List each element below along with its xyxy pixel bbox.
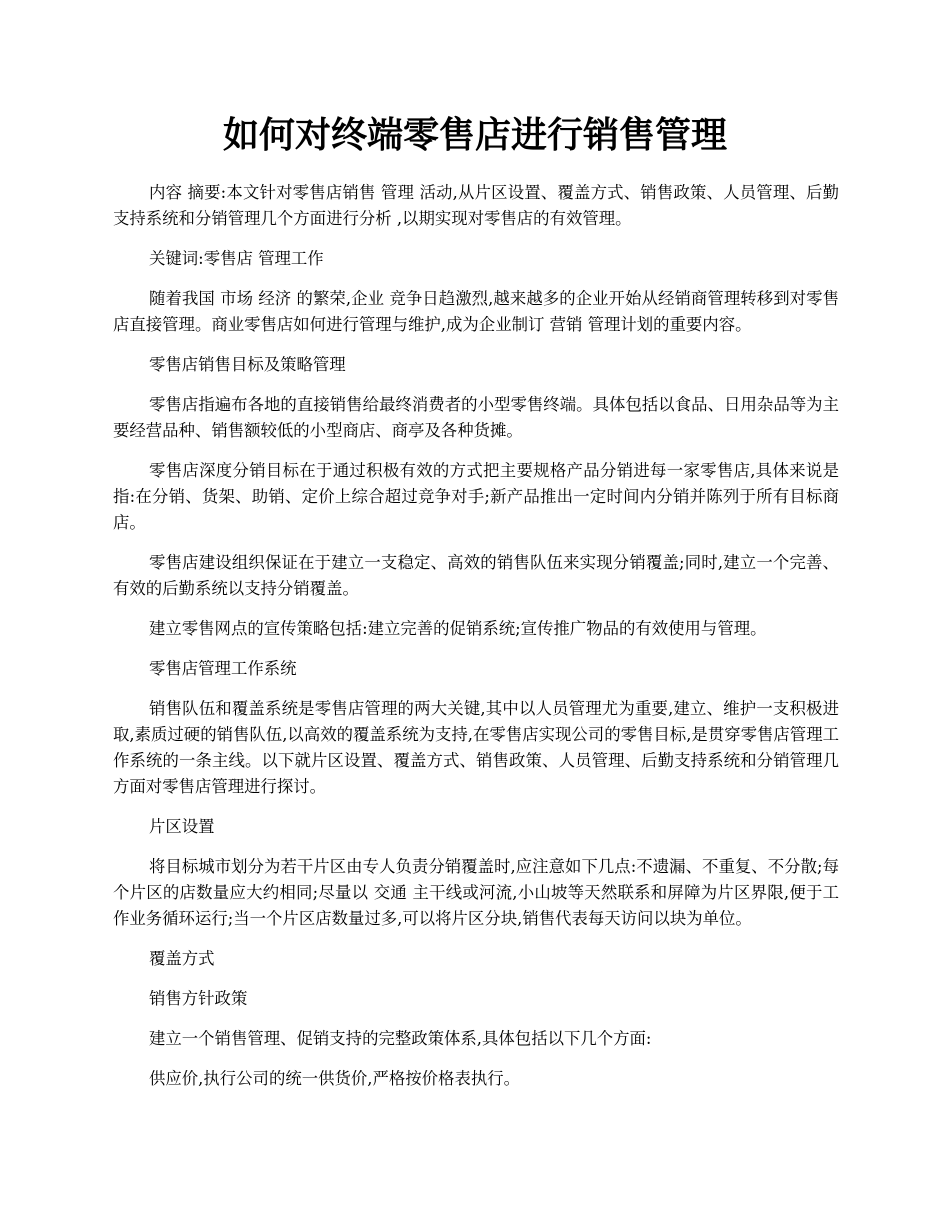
section-heading-targets: 零售店销售目标及策略管理 — [149, 355, 346, 374]
body-paragraph: 销售队伍和覆盖系统是零售店管理的两大关键,其中以人员管理尤为重要,建立、维护一支积极进取,素质过硬的销售队伍,以高效的覆盖系统为支持,在零售店实现公司的零售目标,是贯穿零售店管理工作系统的一条主线。以下就片区设置、覆盖方式、销售政策、人员管理、后勤支持系统和分销管理几方面对零售店管理进行探讨。 — [113, 699, 839, 796]
section-heading-zone: 片区设置 — [149, 817, 215, 836]
body-paragraph: 供应价,执行公司的统一供货价,严格按价格表执行。 — [149, 1069, 521, 1088]
abstract-paragraph: 内容 摘要:本文针对零售店销售 管理 活动,从片区设置、覆盖方式、销售政策、人员管理、后勤支持系统和分销管理几个方面进行分析 ,以期实现对零售店的有效管理。 — [113, 183, 839, 228]
body-paragraph: 零售店深度分销目标在于通过积极有效的方式把主要规格产品分销进每一家零售店,具体来说是指:在分销、货架、助销、定价上综合超过竞争对手;新产品推出一定时间内分销并陈列于所有目标商店。 — [113, 461, 839, 532]
body-paragraph: 零售店建设组织保证在于建立一支稳定、高效的销售队伍来实现分销覆盖;同时,建立一个完善、有效的后勤系统以支持分销覆盖。 — [113, 553, 839, 598]
body-paragraph: 建立零售网点的宣传策略包括:建立完善的促销系统;宣传推广物品的有效使用与管理。 — [149, 619, 767, 638]
section-heading-coverage: 覆盖方式 — [149, 949, 215, 968]
body-paragraph: 将目标城市划分为若干片区由专人负责分销覆盖时,应注意如下几点:不遗漏、不重复、不分散;每个片区的店数量应大约相同;尽量以 交通 主干线或河流,小山坡等天然联系和屏障为片区界限,便于工作业务循环运行;当一个片区店数量过多,可以将片区分块,销售代表每天访问以块为单位。 — [113, 857, 839, 928]
body-paragraph: 建立一个销售管理、促销支持的完整政策体系,具体包括以下几个方面: — [149, 1029, 652, 1048]
document-title: 如何对终端零售店进行销售管理 — [222, 114, 727, 156]
intro-paragraph: 随着我国 市场 经济 的繁荣,企业 竞争日趋激烈,越来越多的企业开始从经销商管理转移到对零售店直接管理。商业零售店如何进行管理与维护,成为企业制订 营销 管理计划的重要内容。 — [113, 289, 839, 334]
section-heading-system: 零售店管理工作系统 — [149, 659, 297, 678]
body-paragraph: 零售店指遍布各地的直接销售给最终消费者的小型零售终端。具体包括以食品、日用杂品等为主要经营品种、销售额较低的小型商店、商亭及各种货摊。 — [113, 395, 839, 440]
keywords-paragraph: 关键词:零售店 管理工作 — [149, 249, 324, 268]
section-heading-policy: 销售方针政策 — [149, 989, 248, 1008]
document-body — [113, 180, 839, 1106]
